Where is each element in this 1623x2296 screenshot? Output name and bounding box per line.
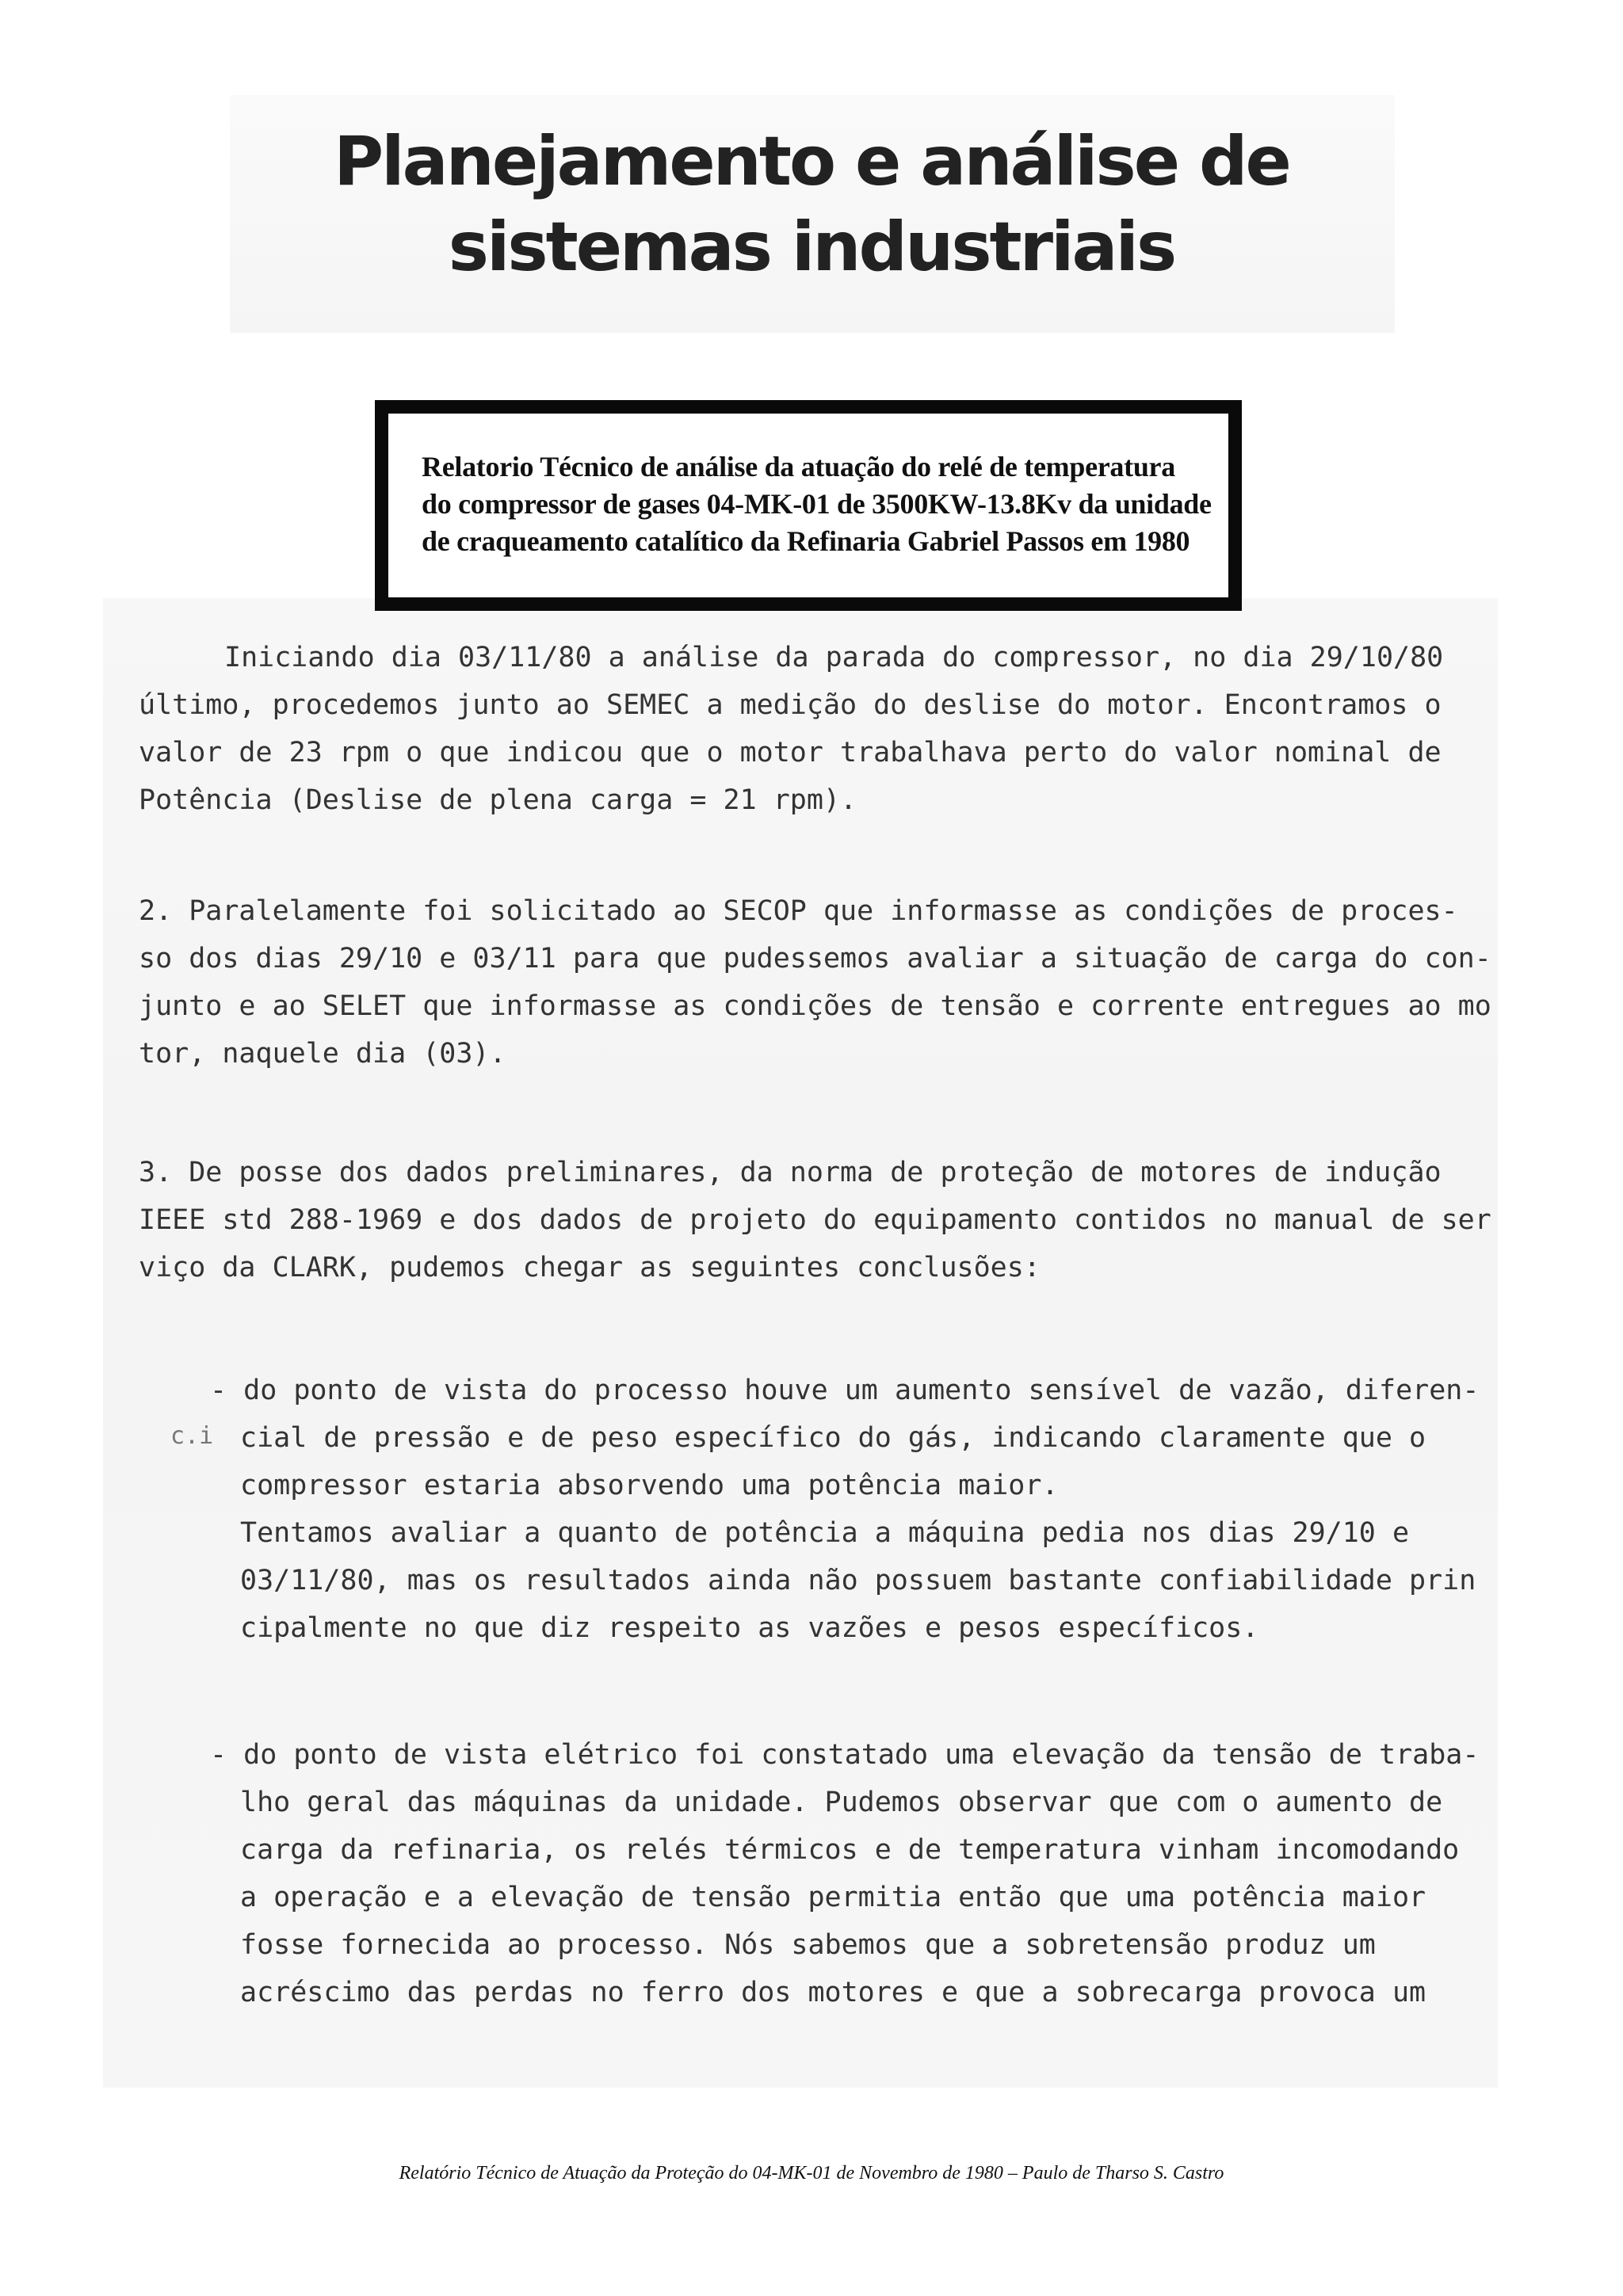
page-title — [0, 119, 1623, 290]
report-title-line-2: do compressor de gases 04-MK-01 de 3500KW-13.8Kv da unidade — [422, 488, 1212, 520]
conclusion-process — [210, 1367, 1479, 1652]
text-line: IEEE std 288-1969 e dos dados de projeto do equipamento contidos no manual de ser — [139, 1204, 1491, 1236]
text-line: Potência (Deslise de plena carga = 21 rpm). — [139, 784, 857, 816]
text-line: fosse fornecida ao processo. Nós sabemos que a sobretensão produz um — [240, 1929, 1376, 1961]
text-line: lho geral das máquinas da unidade. Pudemos observar que com o aumento de — [240, 1787, 1443, 1818]
text-line: compressor estaria absorvendo uma potência maior. — [240, 1470, 1059, 1501]
conclusion-electrical — [210, 1731, 1479, 2016]
report-title-box — [375, 400, 1242, 611]
report-title-line-1: Relatorio Técnico de análise da atuação do relé de temperatura — [422, 451, 1175, 482]
text-line: cial de pressão e de peso específico do gás, indicando claramente que o — [240, 1422, 1426, 1454]
title-line-1: Planejamento e análise de — [334, 122, 1289, 201]
report-title-text — [422, 448, 1212, 560]
text-line: - do ponto de vista elétrico foi constatado uma elevação da tensão de traba- — [210, 1739, 1480, 1771]
text-line: a operação e a elevação de tensão permitia então que uma potência maior — [240, 1882, 1426, 1913]
text-line: - do ponto de vista do processo houve um aumento sensível de vazão, diferen- — [210, 1375, 1480, 1406]
margin-annotation: c.i — [170, 1422, 214, 1450]
text-line: 2. Paralelamente foi solicitado ao SECOP que informasse as condições de proces- — [139, 895, 1458, 927]
text-line: junto e ao SELET que informasse as condições de tensão e corrente entregues ao mo — [139, 990, 1491, 1022]
paragraph-1 — [139, 634, 1443, 824]
paragraph-3 — [139, 1149, 1491, 1291]
text-line: Tentamos avaliar a quanto de potência a máquina pedia nos dias 29/10 e — [240, 1517, 1410, 1549]
paragraph-2 — [139, 887, 1491, 1077]
text-line: valor de 23 rpm o que indicou que o motor trabalhava perto do valor nominal de — [139, 737, 1442, 769]
text-line: viço da CLARK, pudemos chegar as seguintes conclusões: — [139, 1252, 1041, 1283]
text-line: carga da refinaria, os relés térmicos e de temperatura vinham incomodando — [240, 1834, 1460, 1866]
page-footer: Relatório Técnico de Atuação da Proteção do 04-MK-01 de Novembro de 1980 – Paulo de Tharso S. Castro — [399, 2163, 1224, 2183]
text-line: 03/11/80, mas os resultados ainda não possuem bastante confiabilidade prin — [240, 1565, 1476, 1596]
text-line: cipalmente no que diz respeito as vazões e pesos específicos. — [240, 1612, 1259, 1644]
title-line-2: sistemas industriais — [448, 208, 1175, 287]
text-line: 3. De posse dos dados preliminares, da norma de proteção de motores de indução — [139, 1157, 1442, 1188]
text-line: Iniciando dia 03/11/80 a análise da parada do compressor, no dia 29/10/80 — [224, 642, 1444, 673]
text-line: tor, naquele dia (03). — [139, 1038, 506, 1070]
text-line: so dos dias 29/10 e 03/11 para que pudessemos avaliar a situação de carga do con- — [139, 943, 1491, 974]
report-title-line-3: de craqueamento catalítico da Refinaria Gabriel Passos em 1980 — [422, 525, 1190, 557]
text-line: acréscimo das perdas no ferro dos motores e que a sobrecarga provoca um — [240, 1977, 1426, 2008]
text-line: último, procedemos junto ao SEMEC a medição do deslise do motor. Encontramos o — [139, 689, 1442, 721]
